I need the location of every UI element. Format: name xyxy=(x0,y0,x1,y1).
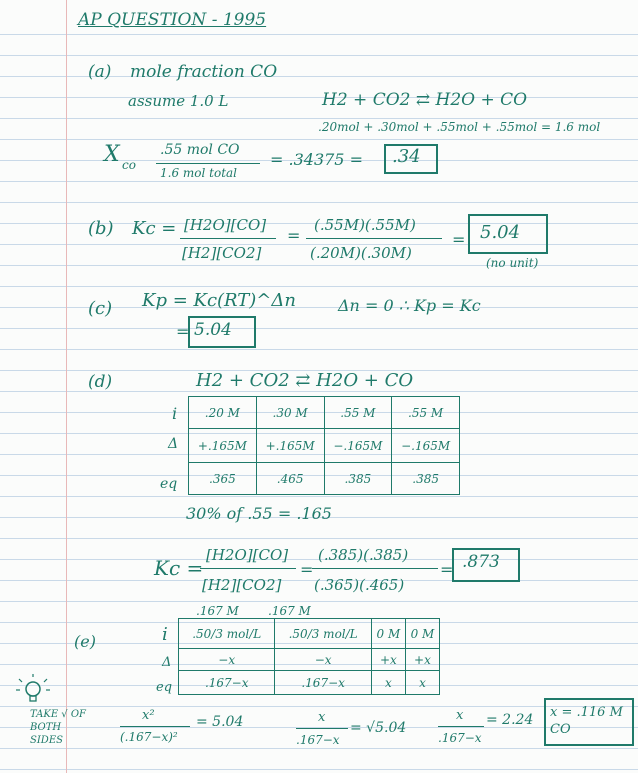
part-a-denominator: 1.6 mol total xyxy=(160,166,238,180)
eq1-denominator: (.167−x)² xyxy=(120,730,178,744)
eq2-fraction-bar xyxy=(296,728,348,729)
table-cell: .20 M xyxy=(189,397,257,429)
table-cell: .465 xyxy=(256,463,324,495)
part-b-fraction-bar xyxy=(180,238,276,239)
table-cell: .50/3 mol/L xyxy=(179,619,275,649)
margin-line xyxy=(66,0,67,773)
part-e-above-2: .167 M xyxy=(268,604,311,618)
table-cell: +.165M xyxy=(256,429,324,463)
eq2-rhs: = √5.04 xyxy=(350,720,407,736)
table-cell: .167−x xyxy=(275,671,371,695)
part-d-numerator: [H2O][CO] xyxy=(206,546,289,564)
part-d-fraction-bar-values xyxy=(312,568,438,569)
part-d-row-label-i: i xyxy=(172,404,178,423)
part-b-equals-1: = xyxy=(287,226,301,245)
part-d-denominator-values: (.365)(.465) xyxy=(314,576,405,594)
eq3-numerator: x xyxy=(456,708,464,723)
part-a-assume: assume 1.0 L xyxy=(128,92,229,110)
part-c-answer: 5.04 xyxy=(194,320,232,340)
eq1-numerator: x² xyxy=(142,708,155,723)
part-a-value: = .34375 = xyxy=(270,150,363,169)
part-d-equals-1: = xyxy=(300,560,314,579)
eq1-fraction-bar xyxy=(120,726,190,727)
part-c-formula: Kp = Kc(RT)^Δn xyxy=(142,290,296,311)
part-e-row-label-eq: eq xyxy=(156,680,173,695)
part-d-row-label-eq: eq xyxy=(160,476,178,492)
mole-fraction-subscript: co xyxy=(122,158,136,172)
eq2-numerator: x xyxy=(318,710,326,725)
part-a-fraction-bar xyxy=(156,163,260,164)
table-cell: .385 xyxy=(324,463,392,495)
part-a-heading: mole fraction CO xyxy=(130,62,278,82)
page-title: AP QUESTION - 1995 xyxy=(78,10,267,30)
part-c-delta: Δn = 0 ∴ Kp = Kc xyxy=(338,296,481,315)
table-cell: x xyxy=(405,671,439,695)
eq3-fraction-bar xyxy=(438,726,484,727)
part-b-label: (b) xyxy=(88,218,114,239)
table-cell: .365 xyxy=(189,463,257,495)
part-e-note: TAKE √ OF BOTH SIDES xyxy=(30,709,86,746)
table-cell: +.165M xyxy=(189,429,257,463)
table-cell: .30 M xyxy=(256,397,324,429)
table-cell: +x xyxy=(371,649,405,671)
part-e-above-1: .167 M xyxy=(196,604,239,618)
part-d-numerator-values: (.385)(.385) xyxy=(318,546,409,564)
eq3-denominator: .167−x xyxy=(438,731,482,745)
part-a-numerator: .55 mol CO xyxy=(160,142,240,158)
part-a-equation: H2 + CO2 ⇄ H2O + CO xyxy=(322,90,528,110)
part-d-answer: .873 xyxy=(462,552,500,572)
table-cell: −.165M xyxy=(392,429,460,463)
part-c-label: (c) xyxy=(88,298,113,319)
table-cell: +x xyxy=(405,649,439,671)
mole-fraction-symbol: X xyxy=(104,142,120,167)
table-cell: x xyxy=(371,671,405,695)
part-b-denominator: [H2][CO2] xyxy=(182,244,262,262)
part-e-ice-table xyxy=(178,618,440,695)
part-e-label: (e) xyxy=(74,632,96,651)
part-b-answer: 5.04 xyxy=(480,222,521,243)
part-b-denominator-values: (.20M)(.30M) xyxy=(310,244,412,262)
part-b-note: (no unit) xyxy=(486,256,539,270)
table-cell: .50/3 mol/L xyxy=(275,619,371,649)
part-d-equation: H2 + CO2 ⇄ H2O + CO xyxy=(196,370,414,391)
part-b-fraction-bar-values xyxy=(306,238,442,239)
part-e-answer: x = .116 M CO xyxy=(550,705,623,737)
part-d-percent: 30% of .55 = .165 xyxy=(186,504,332,523)
part-a-moles: .20mol + .30mol + .55mol + .55mol = 1.6 mol xyxy=(318,120,601,134)
part-b-numerator-values: (.55M)(.55M) xyxy=(314,216,416,234)
table-cell: .55 M xyxy=(392,397,460,429)
table-cell: −x xyxy=(275,649,371,671)
eq1-rhs: = 5.04 xyxy=(196,714,244,730)
table-cell: 0 M xyxy=(371,619,405,649)
table-cell: 0 M xyxy=(405,619,439,649)
table-cell: .55 M xyxy=(324,397,392,429)
table-cell: .167−x xyxy=(179,671,275,695)
part-e-row-label-i: i xyxy=(162,624,168,645)
table-cell: .385 xyxy=(392,463,460,495)
part-c-equals: = xyxy=(176,322,190,341)
part-d-ice-table xyxy=(188,396,460,495)
lightbulb-icon xyxy=(16,674,50,708)
part-d-equals-2: = xyxy=(440,560,454,579)
part-d-kc: Kc = xyxy=(154,556,204,580)
part-d-row-label-delta: Δ xyxy=(168,436,179,452)
part-b-kc: Kc = xyxy=(132,218,177,239)
part-d-label: (d) xyxy=(88,372,113,392)
table-cell: −.165M xyxy=(324,429,392,463)
part-a-answer: .34 xyxy=(392,146,421,167)
eq2-denominator: .167−x xyxy=(296,733,340,747)
part-e-row-label-delta: Δ xyxy=(162,655,172,670)
part-d-fraction-bar xyxy=(200,568,296,569)
eq3-rhs: = 2.24 xyxy=(486,712,534,728)
part-b-numerator: [H2O][CO] xyxy=(184,216,267,234)
part-b-equals-2: = xyxy=(452,230,466,249)
part-a-label: (a) xyxy=(88,62,112,82)
part-d-denominator: [H2][CO2] xyxy=(202,576,282,594)
table-cell: −x xyxy=(179,649,275,671)
